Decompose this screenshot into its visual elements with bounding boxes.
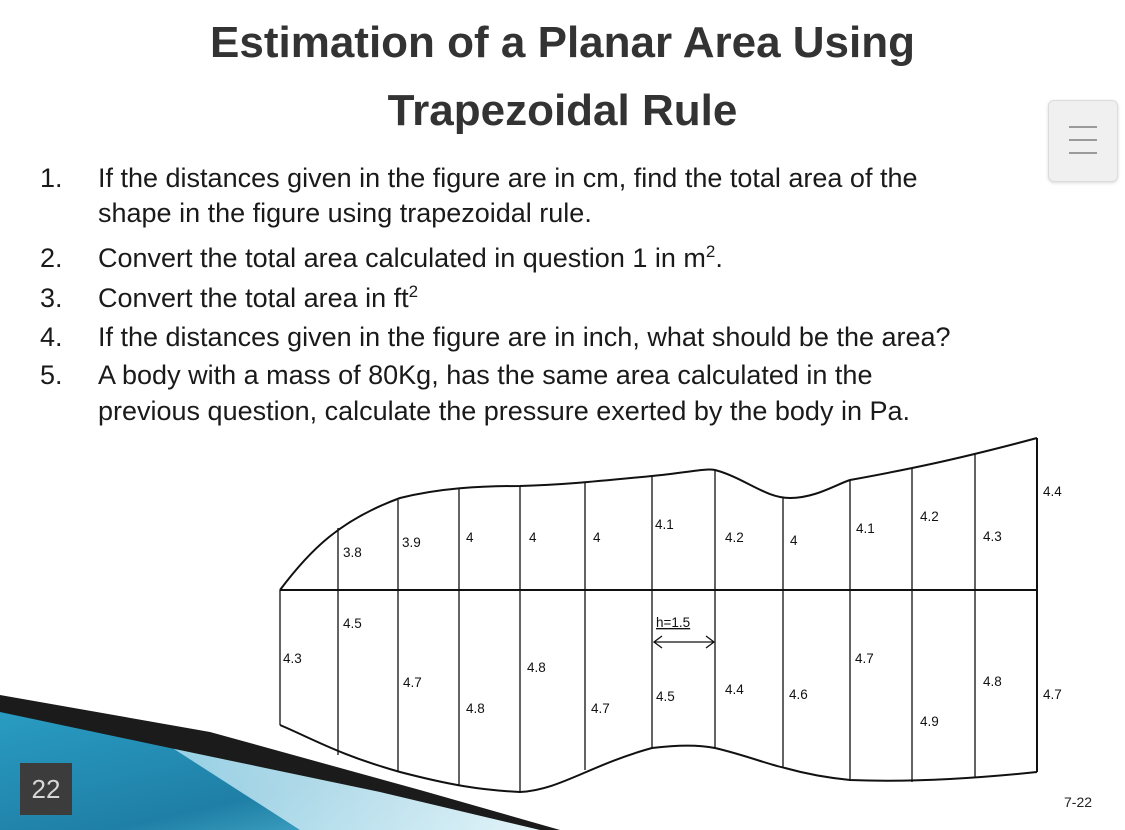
upper-labels — [343, 484, 1062, 560]
menu-icon-bar — [1069, 139, 1097, 141]
lower-label: 4.5 — [656, 689, 675, 704]
upper-label: 4 — [529, 530, 537, 545]
lower-label: 4.7 — [403, 675, 422, 690]
question-text: If the distances given in the figure are in cm, find the total area of the — [98, 163, 918, 193]
lower-label: 4.7 — [855, 651, 874, 666]
upper-label: 3.8 — [343, 545, 362, 560]
upper-label: 4 — [593, 530, 601, 545]
lower-label: 4.9 — [920, 714, 939, 729]
upper-label: 4 — [790, 533, 798, 548]
upper-label: 4 — [466, 530, 474, 545]
lower-boundary — [280, 725, 1037, 792]
superscript: 2 — [408, 282, 419, 301]
lower-label: 4.5 — [343, 616, 362, 631]
menu-icon-bar — [1069, 152, 1097, 154]
upper-label: 4.1 — [655, 517, 674, 532]
menu-icon-bar — [1069, 126, 1097, 128]
lower-label: 4.8 — [983, 674, 1002, 689]
lower-label: 4.7 — [1043, 687, 1062, 702]
question-number: 3. — [40, 283, 63, 313]
double-arrow-icon — [654, 636, 714, 648]
question-text: previous question, calculate the pressure exerted by the body in Pa. — [98, 396, 910, 426]
spacing-label: h=1.5 — [656, 615, 691, 630]
upper-label: 4.4 — [1043, 484, 1062, 499]
upper-label: 4.1 — [856, 521, 875, 536]
upper-label: 4.2 — [920, 509, 939, 524]
spacing-annotation — [654, 615, 714, 648]
lower-labels — [283, 616, 1062, 729]
question-number: 5. — [40, 360, 63, 390]
slide-reference: 7-22 — [1064, 794, 1093, 810]
lower-label: 4.8 — [466, 701, 485, 716]
lower-label: 4.6 — [789, 687, 808, 702]
lower-label: 4.8 — [527, 660, 546, 675]
question-number: 2. — [40, 243, 63, 273]
question-text: shape in the figure using trapezoidal rule. — [98, 198, 592, 228]
question-text: A body with a mass of 80Kg, has the same area calculated in the — [98, 360, 873, 390]
question-text: Convert the total area in $ft^2$ — [98, 282, 419, 313]
question-number: 4. — [40, 322, 63, 352]
lower-label: 4.3 — [283, 651, 302, 666]
trapezoidal-figure — [0, 430, 1125, 830]
page-number: 22 — [20, 763, 72, 815]
question-text: Convert the total area calculated in question 1 in $m^2$. — [98, 242, 723, 273]
lower-label: 4.7 — [591, 701, 610, 716]
question-text: If the distances given in the figure are in inch, what should be the area? — [98, 322, 951, 352]
superscript: 2 — [705, 242, 716, 261]
title-line-1: Estimation of a Planar Area Using — [210, 18, 915, 67]
lower-label: 4.4 — [725, 682, 744, 697]
upper-label: 3.9 — [402, 535, 421, 550]
title-line-2: Trapezoidal Rule — [387, 86, 738, 135]
upper-label: 4.2 — [725, 530, 744, 545]
upper-label: 4.3 — [983, 529, 1002, 544]
question-number: 1. — [40, 163, 63, 193]
